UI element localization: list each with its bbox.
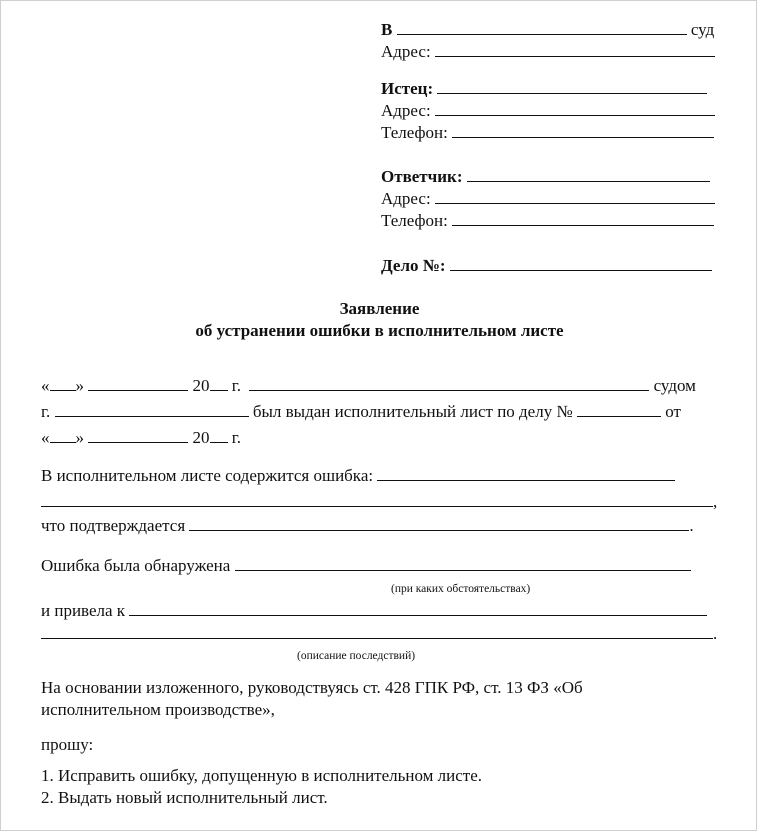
court-word: судом bbox=[653, 376, 696, 395]
open-quote: « bbox=[41, 376, 50, 395]
defendant-line bbox=[381, 167, 710, 187]
case-number-line bbox=[381, 256, 712, 276]
case-date-line bbox=[41, 428, 241, 448]
close-quote: » bbox=[75, 428, 84, 447]
document-title: Заявление bbox=[339, 299, 420, 318]
request-item-1: 1. Исправить ошибку, допущенную в исполнительном листе. bbox=[41, 766, 483, 785]
found-circumstances-field[interactable] bbox=[235, 556, 691, 571]
basis-line-2: исполнительном производстве», bbox=[41, 700, 275, 719]
error-line bbox=[41, 466, 675, 486]
plaintiff-name-field[interactable] bbox=[437, 79, 707, 94]
court-address-field[interactable] bbox=[435, 42, 715, 57]
court-address-line bbox=[381, 42, 715, 62]
defendant-phone-field[interactable] bbox=[452, 211, 714, 226]
defendant-name-field[interactable] bbox=[467, 167, 710, 182]
from-word: от bbox=[665, 402, 681, 421]
city-prefix: г. bbox=[41, 402, 51, 421]
period: . bbox=[689, 516, 694, 535]
comma: , bbox=[713, 492, 718, 511]
found-hint: (при каких обстоятельствах) bbox=[391, 583, 531, 595]
found-line bbox=[41, 556, 691, 576]
plaintiff-phone-label: Телефон: bbox=[381, 123, 448, 142]
plaintiff-address-label: Адрес: bbox=[381, 101, 431, 120]
defendant-label: Ответчик: bbox=[381, 167, 463, 186]
defendant-phone-line bbox=[381, 211, 714, 231]
case-day-field[interactable] bbox=[50, 428, 76, 443]
plaintiff-label: Истец: bbox=[381, 79, 434, 98]
case-month-field[interactable] bbox=[88, 428, 188, 443]
error-continuation-field[interactable] bbox=[41, 492, 713, 507]
request-label: прошу: bbox=[41, 735, 94, 754]
open-quote: « bbox=[41, 428, 50, 447]
case-ref-field[interactable] bbox=[577, 402, 661, 417]
year-prefix: 20 bbox=[192, 428, 210, 447]
issued-line bbox=[41, 402, 681, 422]
plaintiff-address-line bbox=[381, 101, 715, 121]
defendant-phone-label: Телефон: bbox=[381, 211, 448, 230]
year-field[interactable] bbox=[210, 376, 228, 391]
city-field[interactable] bbox=[55, 402, 249, 417]
case-number-label: Дело №: bbox=[381, 256, 446, 275]
confirmation-line bbox=[41, 516, 694, 536]
found-label: Ошибка была обнаружена bbox=[41, 556, 231, 575]
confirmation-field[interactable] bbox=[189, 516, 689, 531]
plaintiff-phone-field[interactable] bbox=[452, 123, 714, 138]
case-year-field[interactable] bbox=[210, 428, 228, 443]
document-subtitle: об устранении ошибки в исполнительном листе bbox=[195, 321, 564, 340]
basis-line-1: На основании изложенного, руководствуясь ст. 428 ГПК РФ, ст. 13 ФЗ «Об bbox=[41, 678, 583, 697]
court-suffix: суд bbox=[690, 20, 715, 39]
issued-text: был выдан исполнительный лист по делу № bbox=[252, 402, 573, 421]
plaintiff-phone-line bbox=[381, 123, 714, 143]
issuing-court-field[interactable] bbox=[249, 376, 649, 391]
error-continuation-line bbox=[41, 492, 717, 512]
court-line bbox=[381, 20, 714, 40]
period: . bbox=[713, 624, 718, 643]
year-prefix: 20 bbox=[192, 376, 210, 395]
court-name-field[interactable] bbox=[397, 20, 687, 35]
issue-date-line bbox=[41, 376, 696, 396]
plaintiff-address-field[interactable] bbox=[435, 101, 715, 116]
year-suffix: г. bbox=[231, 376, 242, 395]
month-field[interactable] bbox=[88, 376, 188, 391]
case-number-field[interactable] bbox=[450, 256, 712, 271]
error-field[interactable] bbox=[377, 466, 675, 481]
consequences-continuation-line bbox=[41, 624, 717, 644]
close-quote: » bbox=[75, 376, 84, 395]
year-suffix: г. bbox=[231, 428, 242, 447]
court-address-label: Адрес: bbox=[381, 42, 431, 61]
consequences-hint: (описание последствий) bbox=[297, 650, 416, 662]
error-label: В исполнительном листе содержится ошибка: bbox=[41, 466, 374, 485]
request-item-2: 2. Выдать новый исполнительный лист. bbox=[41, 788, 328, 807]
court-prefix: В bbox=[381, 20, 393, 39]
defendant-address-line bbox=[381, 189, 715, 209]
defendant-address-label: Адрес: bbox=[381, 189, 431, 208]
consequences-field[interactable] bbox=[129, 601, 707, 616]
confirmed-label: что подтверждается bbox=[41, 516, 186, 535]
consequences-line bbox=[41, 601, 707, 621]
day-field[interactable] bbox=[50, 376, 76, 391]
consequences-continuation-field[interactable] bbox=[41, 624, 713, 639]
defendant-address-field[interactable] bbox=[435, 189, 715, 204]
led-to-label: и привела к bbox=[41, 601, 126, 620]
plaintiff-line bbox=[381, 79, 707, 99]
